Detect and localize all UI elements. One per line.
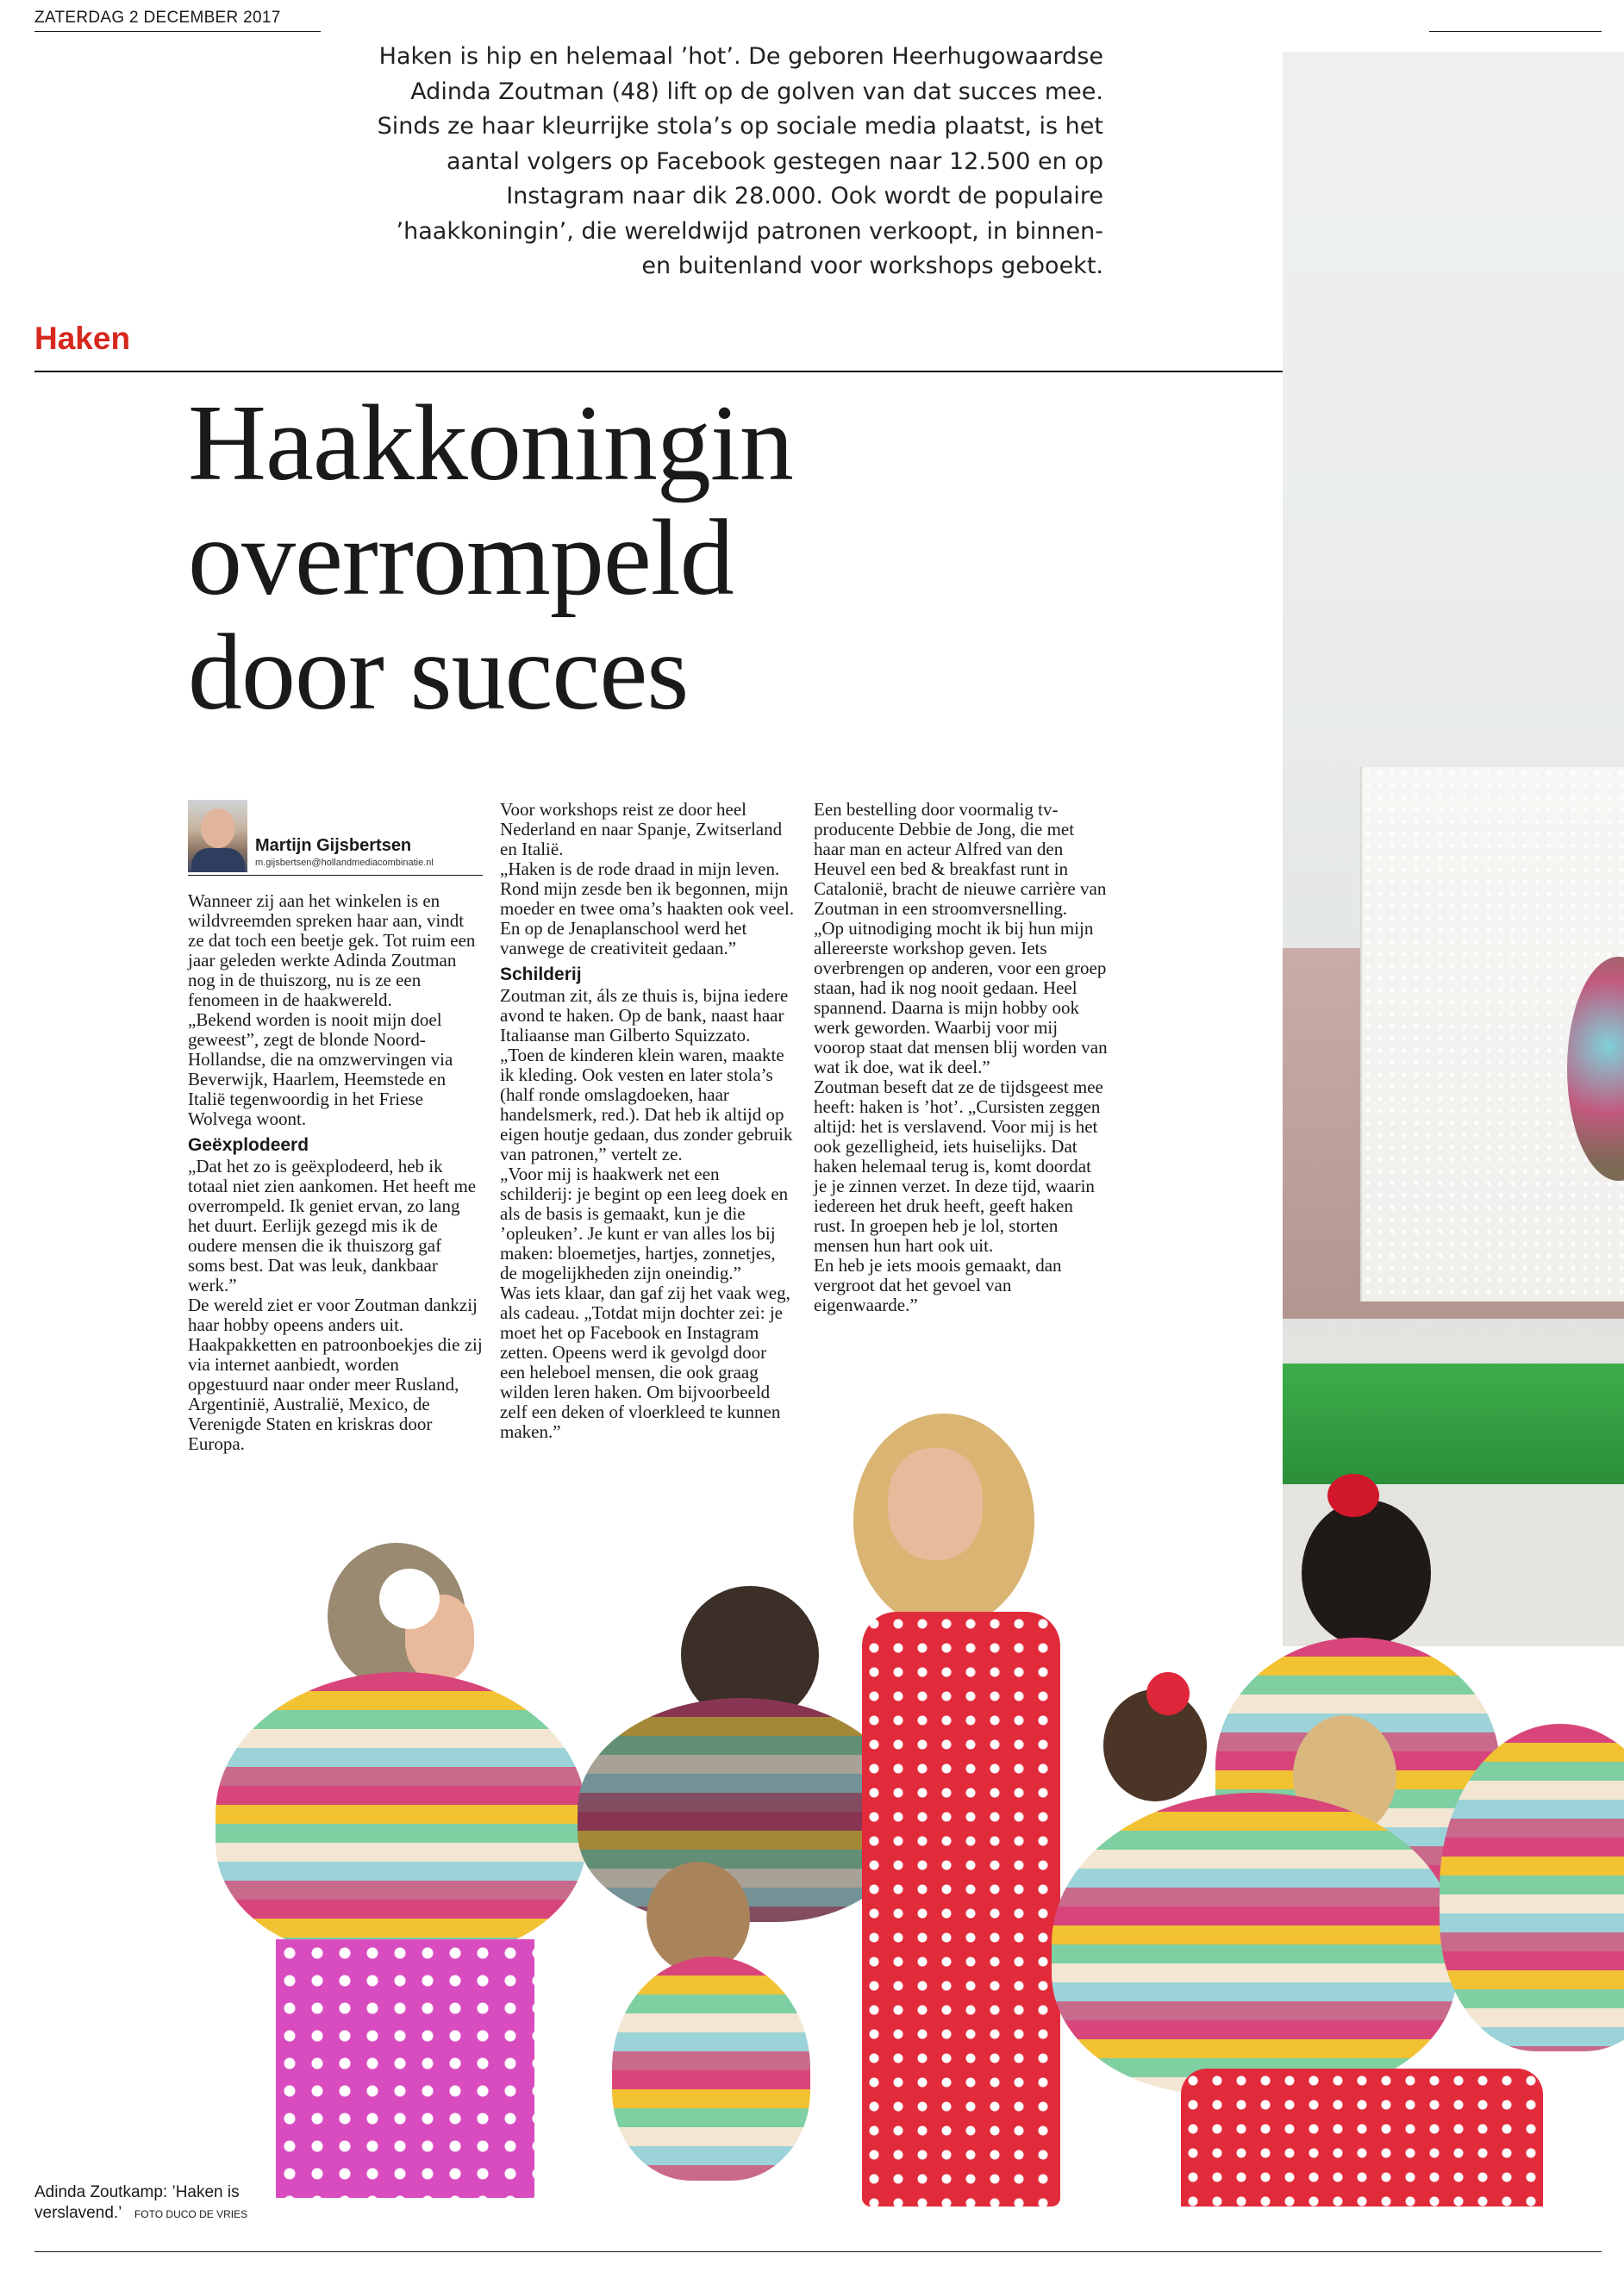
- crochet-shawl: [215, 1672, 586, 1957]
- headline-line-2: overrompeld: [188, 498, 734, 618]
- bottom-rule: [34, 2251, 1602, 2252]
- paragraph: „Bekend worden is nooit mijn doel geweest”, zegt de blonde Noord-Hollandse, die na omzwervingen via Beverwijk, Haarlem, Heemstede en Italië tegenwoordig in het Friese Wolvega woont.: [188, 1009, 453, 1129]
- paragraph: „Voor mij is haakwerk net een schilderij: je begint op een leeg doek en als de basis is gemaakt, kun je die ’opleuken’. Je kunt er van alles los bij maken: bloemetjes, hartjes, zonnetjes, de mogelijkheden zijn oneindig.”: [500, 1164, 789, 1283]
- author-name: Martijn Gijsbertsen: [255, 836, 412, 855]
- background-photo: [1283, 52, 1624, 1646]
- top-rule: [34, 31, 321, 32]
- flower-hair-clip: [1146, 1672, 1190, 1715]
- article-column-3: [814, 800, 1109, 1315]
- article-column-2: [500, 800, 795, 1442]
- paragraph: En heb je iets moois gemaakt, dan vergroot dat het gevoel van eigenwaarde.”: [814, 1255, 1062, 1315]
- paragraph: „Dat het zo is geëxplodeerd, heb ik totaal niet zien aankomen. Het heeft me overrompeld. Ik geniet ervan, zo lang het duurt. Eerlijk gezegd mis ik de oudere mensen die ik thuiszorg gaf soms best. Dat was leuk, dankbaar werk.”: [188, 1156, 477, 1295]
- polka-skirt: [1181, 2069, 1543, 2206]
- photo-credit: FOTO DUCO DE VRIES: [134, 2208, 248, 2220]
- section-label: Haken: [34, 321, 131, 356]
- paragraph: Zoutman zit, áls ze thuis is, bijna iedere avond te haken. Op de bank, naast haar Italiaanse man Gilberto Squizzato. „Toen de kinderen klein waren, maakte ik kleding. Ook vesten en later stola’s (half ronde omslagdoeken, haar handelsmerk, red.). Dat heb ik altijd op eigen houtje gedaan, dus zonder gebruik van patronen,” vertelt ze.: [500, 985, 793, 1164]
- photo-caption: [34, 2182, 284, 2225]
- section-rule: [34, 371, 1283, 372]
- group-photo: [60, 1414, 1624, 2206]
- subheading: Geëxplodeerd: [188, 1135, 309, 1155]
- paragraph: Een bestelling door voormalig tv-producente Debbie de Jong, die met haar man en acteur Alfred van den Heuvel een bed & breakfast runt in Catalonië, bracht de nieuwe carrière van Zoutman in een stroomversnelling.: [814, 799, 1107, 919]
- crochet-shawl: [612, 1957, 810, 2181]
- paragraph: Zoutman beseft dat ze de tijdsgeest mee heeft: haken is ’hot’. „Cursisten zeggen altijd: het is verslavend. Voor mij is het ook gezelligheid, iets huiselijks. Dat haken helemaal terug is, komt doordat je je zinnen verzet. In deze tijd, waarin iedereen het druk heeft, geeft haken rust. In groepen heb je lol, storten mensen hun hart ook uit.: [814, 1077, 1103, 1256]
- paragraph: „Op uitnodiging mocht ik bij hun mijn allereerste workshop geven. Iets overbrengen op anderen, voor een groep staan, had ik nog nooit gedaan. Heel spannend. Daarna is mijn hobby ook werk geworden. Waarbij voor mij voorop staat dat mensen blij worden van wat ik doe, wat ik deel.”: [814, 918, 1108, 1077]
- author-email: m.gijsbertsen@hollandmediacombinatie.nl: [255, 858, 434, 868]
- flower-hair-clip: [1327, 1474, 1379, 1517]
- hair: [1302, 1500, 1431, 1646]
- article-column-1: [188, 891, 483, 1454]
- dateline: ZATERDAG 2 DECEMBER 2017: [34, 9, 281, 27]
- headline-line-3: door succes: [188, 613, 689, 733]
- polka-dress: [862, 1612, 1060, 2206]
- polka-dress: [276, 1939, 534, 2198]
- top-rule-right: [1429, 31, 1602, 32]
- paragraph: Wanneer zij aan het winkelen is en wildvreemden spreken haar aan, vindt ze dat toch een beetje gek. Tot ruim een jaar geleden werkte Adinda Zoutman nog in de thuiszorg, nu is ze een fenomeen in de haakwereld.: [188, 890, 476, 1010]
- author-avatar: [188, 800, 247, 872]
- subheading: Schilderij: [500, 964, 582, 984]
- paragraph: Voor workshops reist ze door heel Nederland en naar Spanje, Zwitserland en Italië.: [500, 799, 783, 859]
- headline-line-1: Haakkoningin: [188, 384, 793, 503]
- byline-rule: [188, 875, 483, 876]
- paragraph: De wereld ziet er voor Zoutman dankzij haar hobby opeens anders uit. Haakpakketten en patroonboekjes die zij via internet aanbiedt, worden opgestuurd naar onder meer Rusland, Argentinië, Australië, Mexico, de Verenigde Staten en kriskras door Europa.: [188, 1295, 483, 1454]
- face: [888, 1448, 983, 1560]
- paragraph: Was iets klaar, dan gaf zij het vaak weg, als cadeau. „Totdat mijn dochter zei: je moet het op Facebook en Instagram zetten. Opeens werd ik gevolgd door een heleboel mensen, die ook graag wilden leren haken. Om bijvoorbeeld zelf een deken of vloerkleed te kunnen maken.”: [500, 1283, 790, 1442]
- caption-text: Adinda Zoutkamp: ’Haken is verslavend.’: [34, 2183, 240, 2222]
- paragraph: „Haken is de rode draad in mijn leven. Rond mijn zesde ben ik begonnen, mijn moeder en twee oma’s haakten ook veel. En op de Jenaplanschool werd het vanwege de creativiteit gedaan.”: [500, 858, 795, 958]
- flower-hair-clip: [379, 1569, 440, 1629]
- headline: [188, 384, 1067, 733]
- crochet-shawl: [1052, 1793, 1457, 2094]
- intro-lead: Haken is hip en helemaal ’hot’. De geboren Heerhugowaardse Adinda Zoutman (48) lift op de golven van dat succes mee. Sinds ze haar kleurrijke stola’s op sociale media plaatst, is het aantal volgers op Facebook gestegen naar 12.500 en op Instagram naar dik 28.000. Ook wordt de populaire ’haakkoningin’, die wereldwijd patronen verkoopt, in binnen- en buitenland voor workshops geboekt.: [377, 43, 1103, 279]
